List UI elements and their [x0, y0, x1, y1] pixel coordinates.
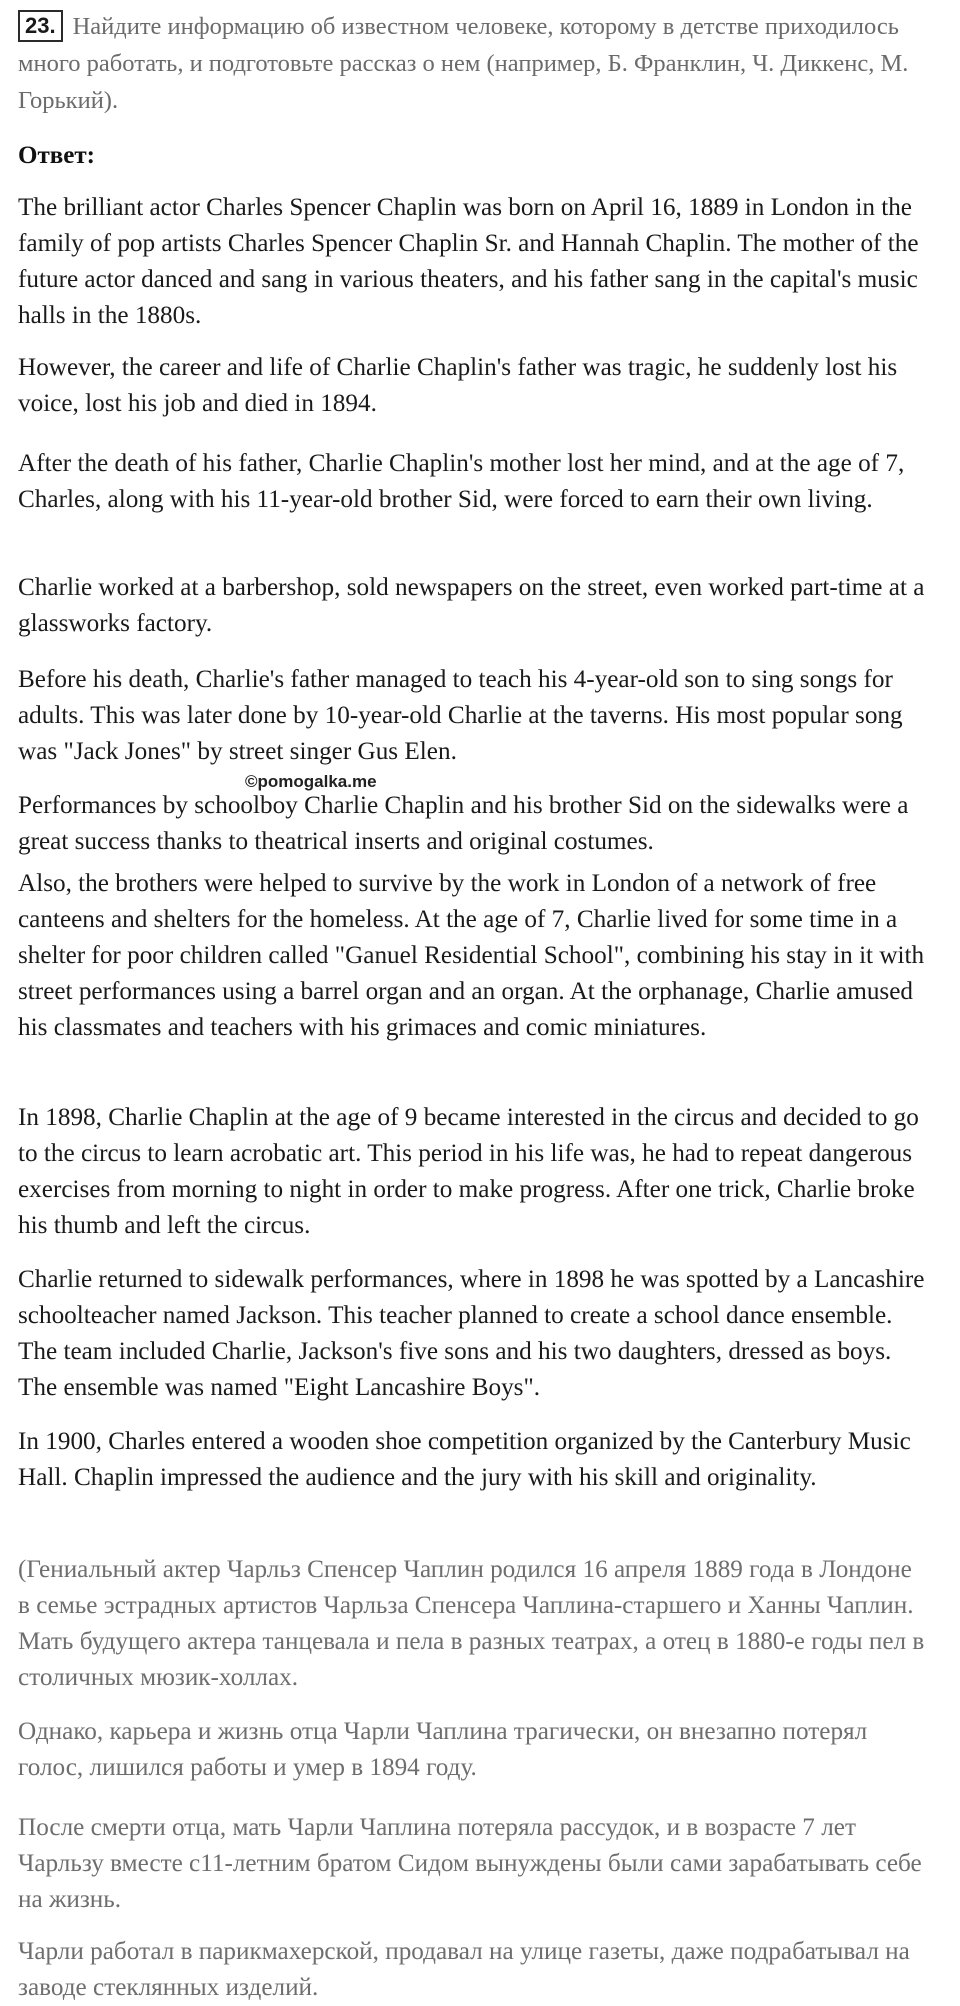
- russian-paragraph-2: Однако, карьера и жизнь отца Чарли Чаплина трагически, он внезапно потерял голос, лишился работы и умер в 1894 году.: [18, 1718, 868, 1781]
- answer-label: Ответ:: [18, 142, 95, 169]
- english-paragraph-10: In 1900, Charles entered a wooden shoe competition organized by the Canterbury Music Hall. Chaplin impressed the audience and the jury with his skill and originality.: [18, 1428, 911, 1491]
- english-paragraph-2: However, the career and life of Charlie Chaplin's father was tragic, he suddenly lost his voice, lost his job and died in 1894.: [18, 354, 898, 417]
- english-paragraph-7: Also, the brothers were helped to survive by the work in London of a network of free canteens and shelters for the homeless. At the age of 7, Charlie lived for some time in a shelter for poor children called "Ganuel Residential School", combining his stay in it with street performances using a barrel organ and an organ. At the orphanage, Charlie amused his classmates and teachers with his grimaces and comic miniatures.: [18, 870, 925, 1041]
- task-statement: [18, 8, 918, 119]
- english-paragraph-4: Charlie worked at a barbershop, sold newspapers on the street, even worked part-time at a glassworks factory.: [18, 574, 925, 637]
- english-paragraph-6: Performances by schoolboy Charlie Chaplin and his brother Sid on the sidewalks were a great success thanks to theatrical inserts and original costumes.: [18, 792, 909, 855]
- english-paragraph-5: Before his death, Charlie's father managed to teach his 4-year-old son to sing songs for adults. This was later done by 10-year-old Charlie at the taverns. His most popular song was "Jack Jones" by street singer Gus Elen.: [18, 666, 903, 765]
- english-paragraph-3: After the death of his father, Charlie Chaplin's mother lost her mind, and at the age of 7, Charles, along with his 11-year-old brother Sid, were forced to earn their own living.: [18, 450, 905, 513]
- watermark: ©pomogalka.me: [245, 772, 377, 791]
- task-text: Найдите информацию об известном человеке, которому в детстве приходилось много работать, и подготовьте рассказ о нем (например, Б. Франклин, Ч. Диккенс, М. Горький).: [18, 13, 909, 114]
- russian-paragraph-3: После смерти отца, мать Чарли Чаплина потеряла рассудок, и в возрасте 7 лет Чарльзу вместе с11-летним братом Сидом вынуждены были сами зарабатывать себе на жизнь.: [18, 1814, 922, 1913]
- english-paragraph-9: Charlie returned to sidewalk performances, where in 1898 he was spotted by a Lancashire schoolteacher named Jackson. This teacher planned to create a school dance ensemble. The team included Charlie, Jackson's five sons and his two daughters, dressed as boys. The ensemble was named "Eight Lancashire Boys".: [18, 1266, 925, 1401]
- task-number-badge: 23.: [18, 10, 63, 42]
- russian-paragraph-1: (Гениальный актер Чарльз Спенсер Чаплин родился 16 апреля 1889 года в Лондоне в семье эстрадных артистов Чарльза Спенсера Чаплина-старшего и Ханны Чаплин. Мать будущего актера танцевала и пела в разных театрах, а отец в 1880-е годы пел в столичных мюзик-холлах.: [18, 1556, 925, 1691]
- english-paragraph-8: In 1898, Charlie Chaplin at the age of 9 became interested in the circus and decided to go to the circus to learn acrobatic art. This period in his life was, he had to repeat dangerous exercises from morning to night in order to make progress. After one trick, Charlie broke his thumb and left the circus.: [18, 1104, 919, 1239]
- russian-paragraph-4: Чарли работал в парикмахерской, продавал на улице газеты, даже подрабатывал на заводе стеклянных изделий.: [18, 1938, 910, 2001]
- english-paragraph-1: The brilliant actor Charles Spencer Chaplin was born on April 16, 1889 in London in the family of pop artists Charles Spencer Chaplin Sr. and Hannah Chaplin. The mother of the future actor danced and sang in various theaters, and his father sang in the capital's music halls in the 1880s.: [18, 194, 919, 329]
